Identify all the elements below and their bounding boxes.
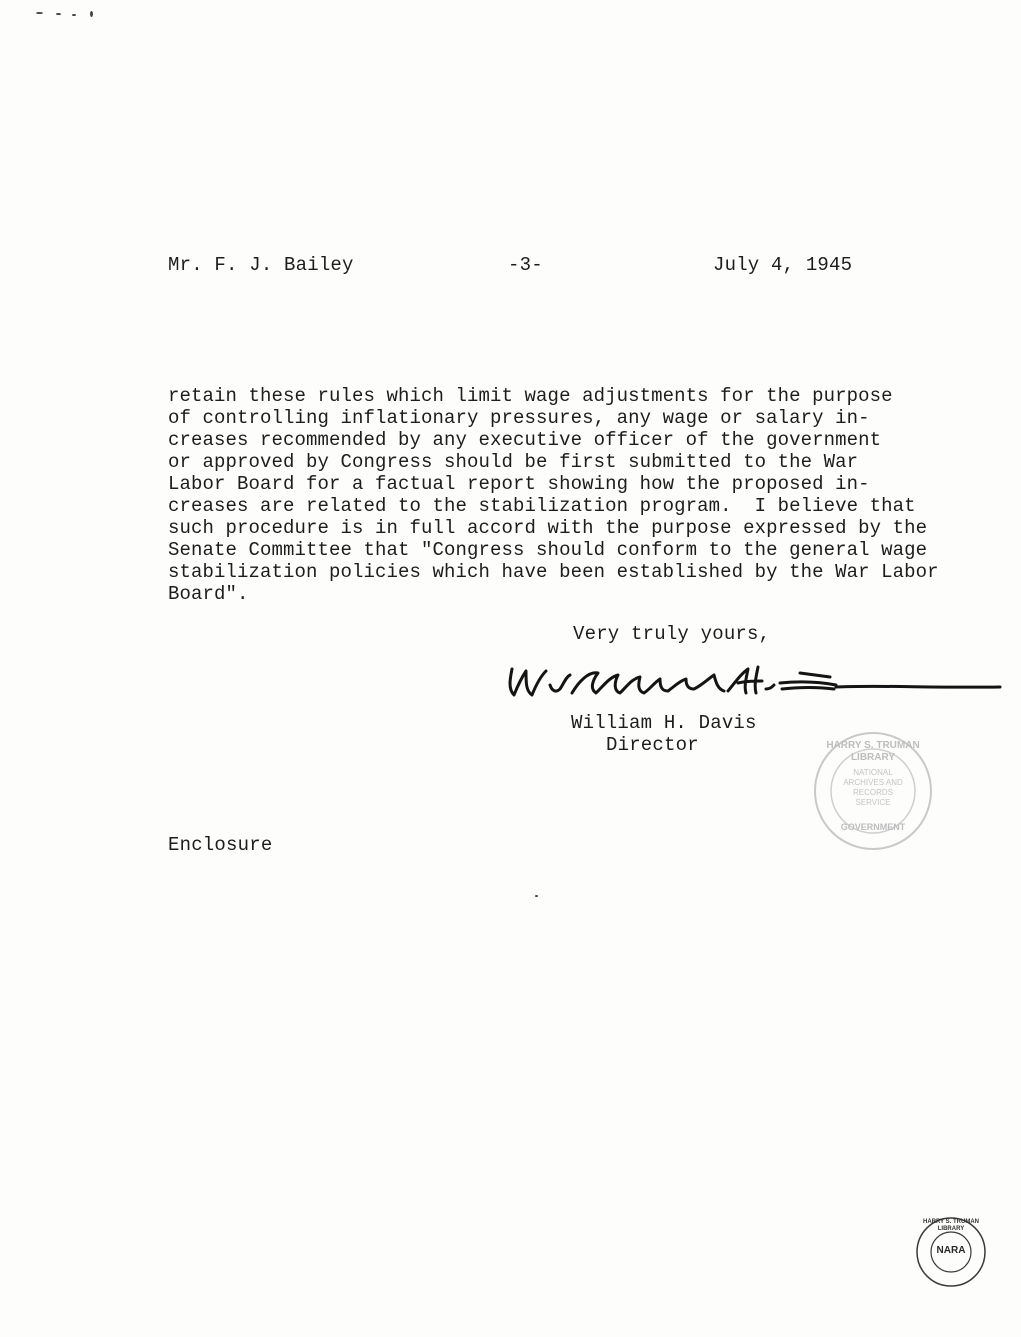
library-seal-center-text: HARRY S. TRUMAN LIBRARY [826, 740, 920, 763]
body-line: Board". [168, 583, 249, 605]
body-line: creases are related to the stabilization program. I believe that [168, 495, 916, 517]
nara-stamp-ring-text: HARRY S. TRUMAN LIBRARY [922, 1219, 979, 1232]
signer-name: William H. Davis [571, 712, 757, 734]
scan-mark [72, 14, 76, 16]
scan-mark [90, 11, 93, 17]
library-seal-bottom-text: GOVERNMENT [840, 822, 906, 832]
body-line: creases recommended by any executive officer of the government [168, 429, 882, 451]
library-seal-inner-text: NATIONAL ARCHIVES AND RECORDS SERVICE [843, 768, 903, 807]
body-line: of controlling inflationary pressures, any wage or salary in- [168, 407, 870, 429]
complimentary-close: Very truly yours, [573, 623, 771, 645]
body-line: stabilization policies which have been established by the War Labor [168, 561, 939, 583]
addressee-line: Mr. F. J. Bailey [168, 254, 354, 276]
nara-stamp-center-text: NARA [936, 1245, 966, 1256]
library-seal [812, 730, 934, 852]
signer-title: Director [606, 734, 699, 756]
nara-library-stamp [915, 1216, 987, 1288]
body-line: Senate Committee that "Congress should conform to the general wage [168, 539, 928, 561]
body-line: retain these rules which limit wage adjustments for the purpose [168, 385, 893, 407]
body-line: such procedure is in full accord with the purpose expressed by the [168, 517, 928, 539]
scan-mark [535, 895, 538, 897]
scan-mark [56, 13, 61, 15]
scan-mark [36, 12, 43, 14]
enclosure-note: Enclosure [168, 834, 273, 856]
body-line: Labor Board for a factual report showing how the proposed in- [168, 473, 870, 495]
body-line: or approved by Congress should be first submitted to the War [168, 451, 859, 473]
letter-date: July 4, 1945 [713, 254, 853, 276]
handwritten-signature [500, 655, 1005, 705]
page-number: -3- [508, 254, 543, 276]
